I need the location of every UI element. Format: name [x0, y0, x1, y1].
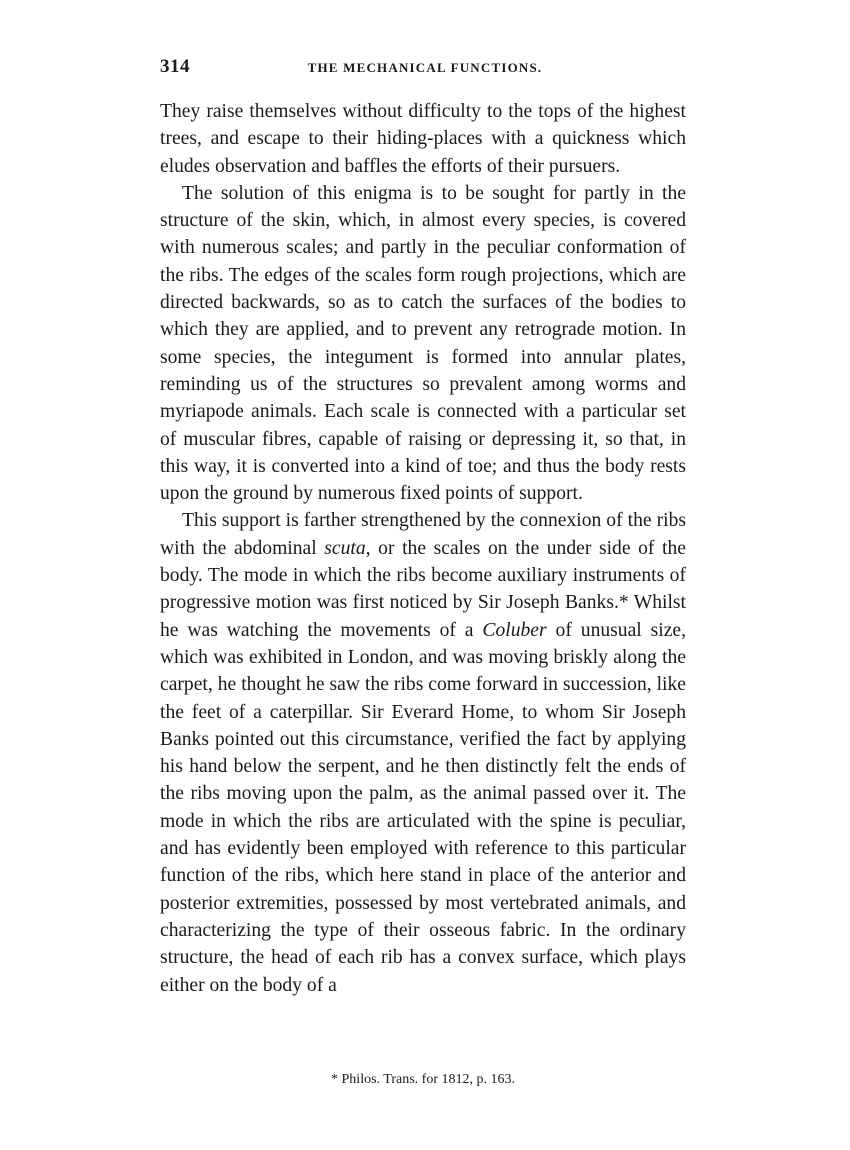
paragraph-3-part-3: of unusual size, which was exhibited in London, and was moving briskly along the carpet, he thought he saw the ribs come forward in succession, like the feet of a caterpillar. Sir Everard Home, to whom Sir Joseph Banks pointed out this circumstance, verified the fact by applying his hand below the serpent, and he then distinctly felt the ends of the ribs moving upon the palm, as the animal passed over it. The mode in which the ribs are articulated with the spine is peculiar, and has evidently been employed with reference to this particular function of the ribs, which here stand in place of the anterior and posterior extremities, possessed by most vertebrated animals, and characterizing the type of their osseous fabric. In the ordinary structure, the head of each rib has a convex surface, which plays either on the body of a	[160, 619, 686, 996]
paragraph-3-part-1: This support is farther strengthened by the connexion of the ribs with the abdominal	[160, 510, 686, 559]
footnote: * Philos. Trans. for 1812, p. 163.	[331, 1072, 515, 1087]
coluber-term: Coluber	[482, 619, 547, 641]
page-number: 314	[160, 56, 190, 77]
page-header	[160, 56, 690, 82]
running-head: THE MECHANICAL FUNCTIONS.	[307, 60, 543, 75]
body-text	[160, 98, 686, 999]
paragraph-3-part-2: , or the scales on the under side of the body. The mode in which the ribs become auxiliary instruments of progressive motion was first noticed by Sir Joseph Banks.* Whilst he was watching the movements of a	[160, 537, 686, 641]
paragraph-1: They raise themselves without difficulty to the tops of the highest trees, and escape to their hiding-places with a quickness which eludes observation and baffles the efforts of their pursuers.	[160, 101, 686, 177]
paragraph-2: The solution of this enigma is to be sought for partly in the structure of the skin, which, in almost every species, is covered with numerous scales; and partly in the peculiar conformation of the ribs. The edges of the scales form rough projections, which are directed backwards, so as to catch the surfaces of the bodies to which they are applied, and to prevent any retrograde motion. In some species, the integument is formed into annular plates, reminding us of the structures so prevalent among worms and myriapode animals. Each scale is connected with a particular set of muscular fibres, capable of raising or depressing it, so that, in this way, it is converted into a kind of toe; and thus the body rests upon the ground by numerous fixed points of support.	[160, 182, 686, 505]
paragraph-3	[160, 507, 686, 998]
scuta-term: scuta	[324, 537, 366, 559]
